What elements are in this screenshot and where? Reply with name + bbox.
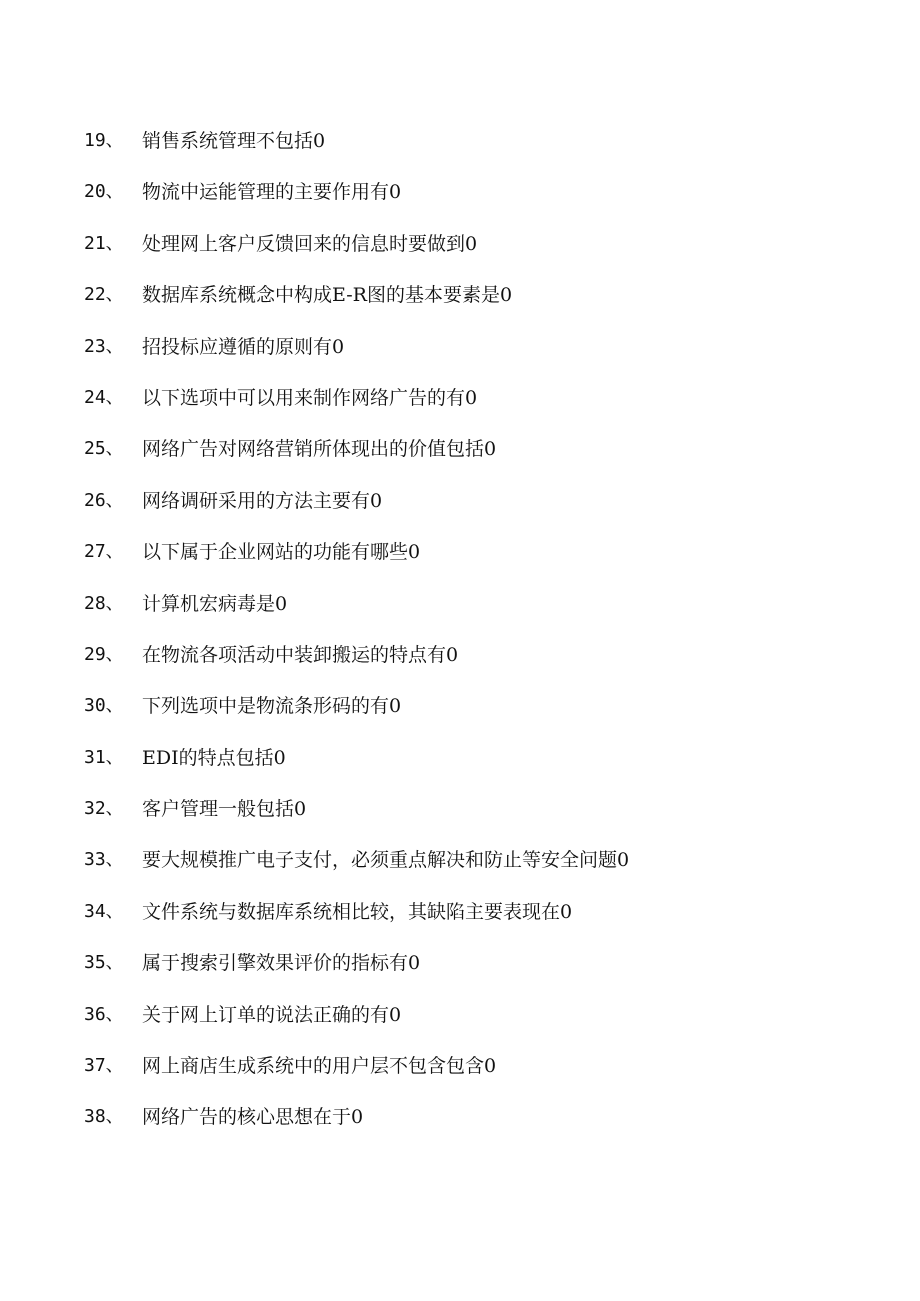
question-item <box>84 278 884 329</box>
question-number: 37、 <box>84 1055 124 1077</box>
question-item <box>84 689 884 740</box>
question-number: 22、 <box>84 284 124 306</box>
question-text: 招投标应遵循的原则有0 <box>142 335 345 358</box>
question-text: 文件系统与数据库系统相比较，其缺陷主要表现在0 <box>142 900 573 923</box>
question-text: 网络广告的核心思想在于0 <box>142 1106 364 1129</box>
question-text: EDI的特点包括0 <box>142 746 286 769</box>
question-item <box>84 124 884 175</box>
question-number: 25、 <box>84 438 124 460</box>
question-text: 属于搜索引擎效果评价的指标有0 <box>142 952 421 975</box>
question-text: 关于网上订单的说法正确的有0 <box>142 1003 402 1026</box>
question-text: 以下选项中可以用来制作网络广告的有0 <box>142 386 478 409</box>
question-number: 38、 <box>84 1106 124 1128</box>
question-item <box>84 895 884 946</box>
question-number: 28、 <box>84 592 124 614</box>
question-item <box>84 484 884 535</box>
question-number: 29、 <box>84 643 124 665</box>
question-text: 以下属于企业网站的功能有哪些0 <box>142 541 421 564</box>
question-number: 35、 <box>84 952 124 974</box>
question-text: 计算机宏病毒是0 <box>142 592 288 615</box>
question-number: 21、 <box>84 232 124 254</box>
question-number: 32、 <box>84 798 124 820</box>
question-item <box>84 381 884 432</box>
question-item <box>84 638 884 689</box>
question-text: 物流中运能管理的主要作用有0 <box>142 181 402 204</box>
question-number: 24、 <box>84 386 124 408</box>
question-number: 19、 <box>84 130 124 151</box>
question-item <box>84 843 884 894</box>
question-item <box>84 946 884 997</box>
question-number: 34、 <box>84 900 124 922</box>
question-number: 36、 <box>84 1003 124 1025</box>
question-item <box>84 535 884 586</box>
question-item <box>84 741 884 792</box>
question-list <box>84 124 884 1152</box>
question-item <box>84 432 884 483</box>
question-item <box>84 1100 884 1151</box>
question-text: 在物流各项活动中装卸搬运的特点有0 <box>142 643 459 666</box>
question-text: 要大规模推广电子支付，必须重点解决和防止等安全问题0 <box>142 849 630 872</box>
question-item <box>84 998 884 1049</box>
question-text: 网络调研采用的方法主要有0 <box>142 489 383 512</box>
question-number: 31、 <box>84 746 124 768</box>
question-item <box>84 330 884 381</box>
question-text: 网上商店生成系统中的用户层不包含包含0 <box>142 1055 497 1078</box>
question-number: 30、 <box>84 695 124 717</box>
question-number: 26、 <box>84 489 124 511</box>
question-item <box>84 587 884 638</box>
question-item <box>84 792 884 843</box>
question-number: 20、 <box>84 181 124 203</box>
question-text: 销售系统管理不包括0 <box>142 130 326 152</box>
question-number: 23、 <box>84 335 124 357</box>
question-text: 处理网上客户反馈回来的信息时要做到0 <box>142 232 478 255</box>
question-text: 客户管理一般包括0 <box>142 798 307 821</box>
question-number: 27、 <box>84 541 124 563</box>
question-item <box>84 227 884 278</box>
question-text: 数据库系统概念中构成E-R图的基本要素是0 <box>142 284 513 307</box>
question-number: 33、 <box>84 849 124 871</box>
question-item <box>84 1049 884 1100</box>
question-text: 网络广告对网络营销所体现出的价值包括0 <box>142 438 497 461</box>
question-text: 下列选项中是物流条形码的有0 <box>142 695 402 718</box>
question-item <box>84 175 884 226</box>
